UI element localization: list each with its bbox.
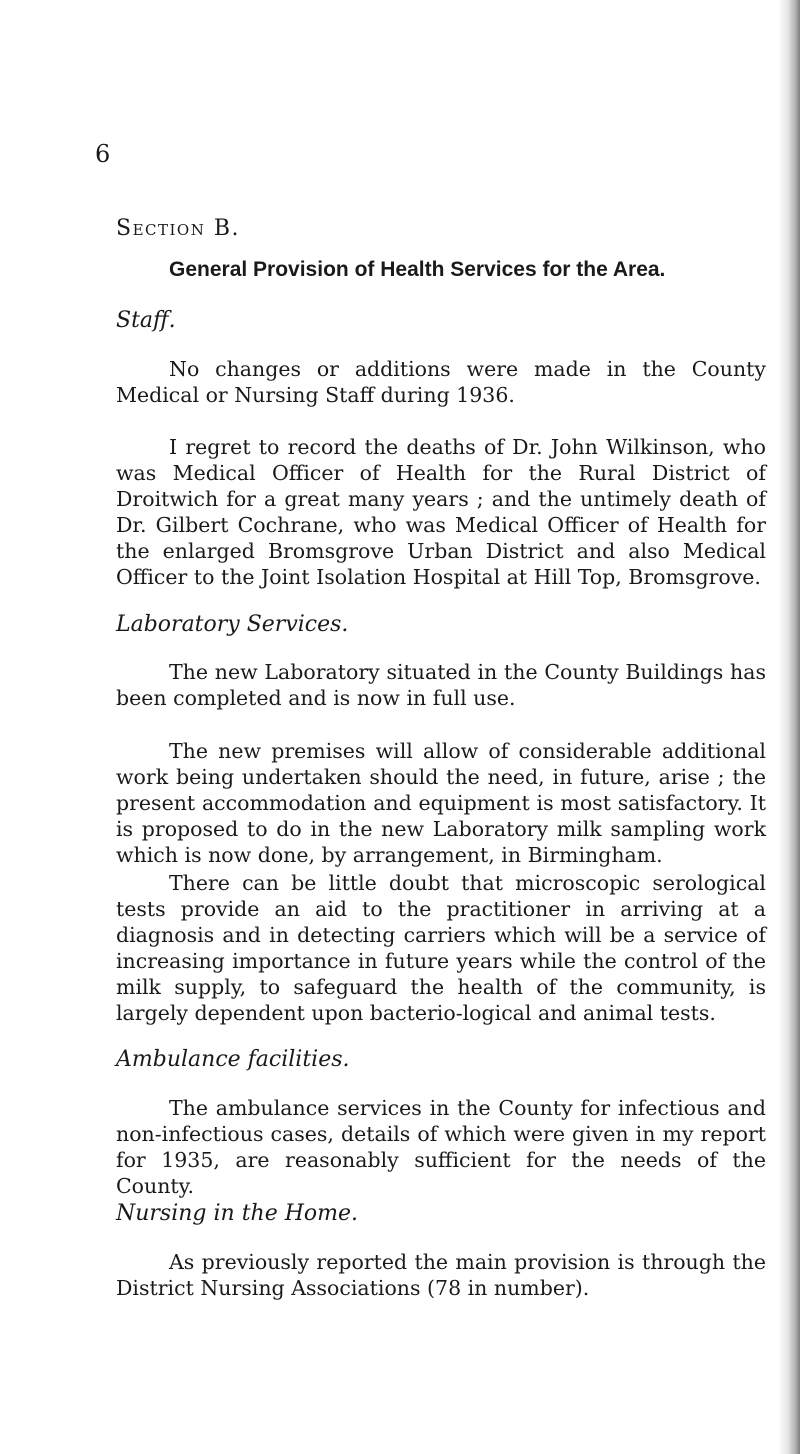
section-heading: Section B.	[116, 216, 241, 241]
subheading-staff: Staff.	[116, 308, 176, 333]
paragraph-laboratory-new: The new Laboratory situated in the County Buildings has been completed and is now in full use.	[116, 660, 766, 710]
paragraph-ambulance-services: The ambulance services in the County for infectious and non-infectious cases, details of which were given in my report for 1935, are reasonably sufficient for the needs of the County.	[116, 1096, 766, 1198]
subheading-nursing-in-the-home: Nursing in the Home.	[116, 1201, 359, 1226]
paragraph-staff-changes: No changes or additions were made in the County Medical or Nursing Staff during 1936.	[116, 357, 766, 407]
page-number: 6	[95, 140, 111, 168]
subheading-laboratory-services: Laboratory Services.	[116, 612, 349, 637]
paragraph-nursing-provision: As previously reported the main provision is through the District Nursing Associations (78 in number).	[116, 1250, 766, 1300]
paragraph-laboratory-tests: There can be little doubt that microscopic serological tests provide an aid to the practitioner in arriving at a diagnosis and in detecting carriers which will be a service of increasing importance in future years while the control of the milk supply, to safeguard the health of the community, is largely dependent upon bacterio-logical and animal tests.	[116, 871, 766, 1025]
subheading-ambulance-facilities: Ambulance facilities.	[116, 1047, 350, 1072]
page-edge-shadow	[778, 0, 800, 1454]
paragraph-staff-deaths: I regret to record the deaths of Dr. John Wilkinson, who was Medical Officer of Health for the Rural District of Droitwich for a great many years ; and the untimely death of Dr. Gilbert Cochrane, who was Medical Officer of Health for the enlarged Bromsgrove Urban District and also Medical Officer to the Joint Isolation Hospital at Hill Top, Bromsgrove.	[116, 435, 766, 589]
document-title: General Provision of Health Services for the Area.	[169, 258, 666, 281]
paragraph-laboratory-premises: The new premises will allow of considerable additional work being undertaken should the need, in future, arise ; the present accommodation and equipment is most satisfactory. It is proposed to do in the new Laboratory milk sampling work which is now done, by arrangement, in Birmingham.	[116, 739, 766, 867]
